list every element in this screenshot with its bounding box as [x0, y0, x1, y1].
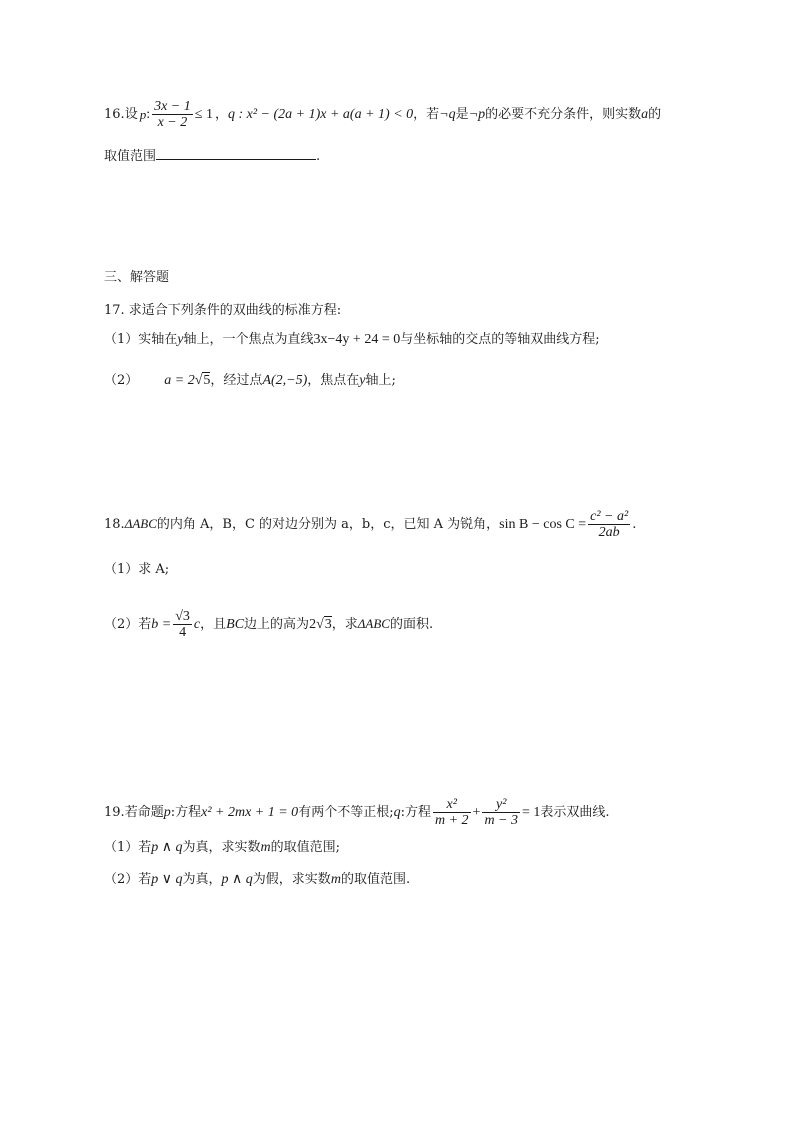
q18-part1: （1）求 A;: [104, 562, 170, 577]
q17-part2: （2） a = 2√5，经过点A(2,−5)，焦点在y轴上;: [104, 373, 396, 388]
q17-part1: （1）实轴在y轴上，一个焦点为直线3x−4y + 24 = 0与坐标轴的交点的等轴双曲线方程;: [104, 332, 600, 347]
q16-p-condition: p: $\frac{3x - 1}{x - 2}$ ≤ 1: [139, 99, 213, 130]
q18-part2: （2）若b = $\frac{√3}{4}$ c，且BC边上的高为2√3，求ΔABC的面积.: [104, 609, 434, 640]
q16-q-condition: q : x² − (2a + 1)x + a(a + 1) < 0: [227, 107, 414, 122]
q16-p-fraction: $\frac{3x - 1}{x - 2}$: [154, 99, 191, 130]
q19-x-fraction: $\frac{\text{x²}}{m + 2}$: [434, 797, 469, 828]
q19-part1: （1）若p ∧ q为真，求实数m的取值范围;: [104, 840, 341, 855]
q17-title: 17. 求适合下列条件的双曲线的标准方程:: [104, 303, 342, 318]
q16-line2: 取值范围 .: [104, 146, 320, 166]
q19-part2: （2）若p ∨ q为真，p ∧ q为假，求实数m的取值范围.: [104, 872, 411, 887]
q16-line1: 16.设 p: $\frac{3x - 1}{x - 2}$ ≤ 1 ，q : x² − (2a + 1)x + a(a + 1) < 0，若¬q是¬p的必要不充分条件，则实数a的: [104, 99, 662, 130]
q18-stem: 18.ΔABC的内角 A，B，C 的对边分别为 a，b，c，已知 A 为锐角，sin B − cos C = $\frac{\text{c² − a²}}{2ab}$ .: [104, 509, 637, 540]
q18-fraction: $\frac{\text{c² − a²}}{2ab}$: [590, 509, 629, 540]
answer-blank[interactable]: [156, 146, 316, 160]
q19-y-fraction: $\frac{\text{y²}}{m - 3}$: [484, 797, 518, 828]
q18-b-fraction: $\frac{√3}{4}$: [175, 609, 190, 640]
q16-number: 16.: [104, 107, 125, 122]
section-title: 三、解答题: [104, 270, 170, 285]
q19-stem: 19.若命题p:方程x² + 2mx + 1 = 0有两个不等正根;q:方程 $\frac{\text{x²}}{m + 2}$ + $\frac{\text{y²}}{m - 3}$ = 1表示双曲线.: [104, 797, 610, 828]
